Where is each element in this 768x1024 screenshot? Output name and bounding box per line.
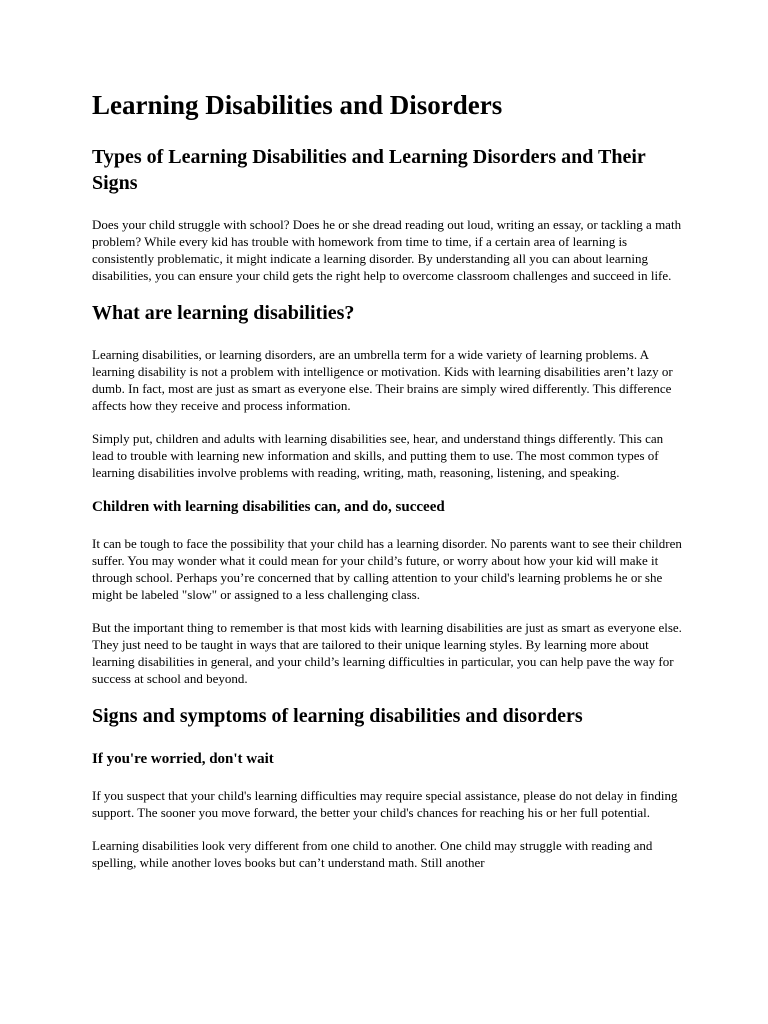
document-title: Learning Disabilities and Disorders [92,90,503,120]
heading-what-are: What are learning disabilities? [92,302,355,324]
heading-signs: Signs and symptoms of learning disabilities and disorders [92,705,583,727]
paragraph-worried-2: Learning disabilities look very different from one child to another. One child may struggle with reading and spelling, while another loves books but can’t understand math. Still another [92,838,653,870]
paragraph-what-1: Learning disabilities, or learning disorders, are an umbrella term for a wide variety of learning problems. A learning disability is not a problem with intelligence or motivation. Kids with learning disabilities aren’t lazy or dumb. In fact, most are just as smart as everyone else. Their brains are simply wired differently. This difference affects how they receive and process information. [92,347,673,413]
heading-worried: If you're worried, don't wait [92,751,274,767]
paragraph-what-2: Simply put, children and adults with learning disabilities see, hear, and understand things differently. This can lead to trouble with learning new information and skills, and putting them to use. The most common types of learning disabilities involve problems with reading, writing, math, reasoning, listening, and speaking. [92,431,664,480]
paragraph-succeed-2: But the important thing to remember is that most kids with learning disabilities are just as smart as everyone else. They just need to be taught in ways that are tailored to their unique learning styles. By learning more about learning disabilities in general, and your child’s learning difficulties in particular, you can help pave the way for success at school and beyond. [92,620,682,686]
paragraph-succeed-1: It can be tough to face the possibility that your child has a learning disorder. No parents want to see their children suffer. You may wonder what it could mean for your child’s future, or worry about how your kid will make it through school. Perhaps you’re concerned that by calling attention to your child's learning problems he or she might be labeled "slow" or assigned to a less challenging class. [92,536,682,602]
document-page [92,88,682,887]
paragraph-types-intro: Does your child struggle with school? Does he or she dread reading out loud, writing an essay, or tackling a math problem? While every kid has trouble with homework from time to time, if a certain area of learning is consistently problematic, it might indicate a learning disorder. By understanding all you can about learning disabilities, you can ensure your child gets the right help to overcome classroom challenges and succeed in life. [92,217,682,283]
heading-succeed: Children with learning disabilities can, and do, succeed [92,499,445,515]
paragraph-worried-1: If you suspect that your child's learning difficulties may require special assistance, please do not delay in finding support. The sooner you move forward, the better your child's chances for reaching his or her full potential. [92,788,678,820]
heading-types: Types of Learning Disabilities and Learning Disorders and Their Signs [92,146,646,194]
